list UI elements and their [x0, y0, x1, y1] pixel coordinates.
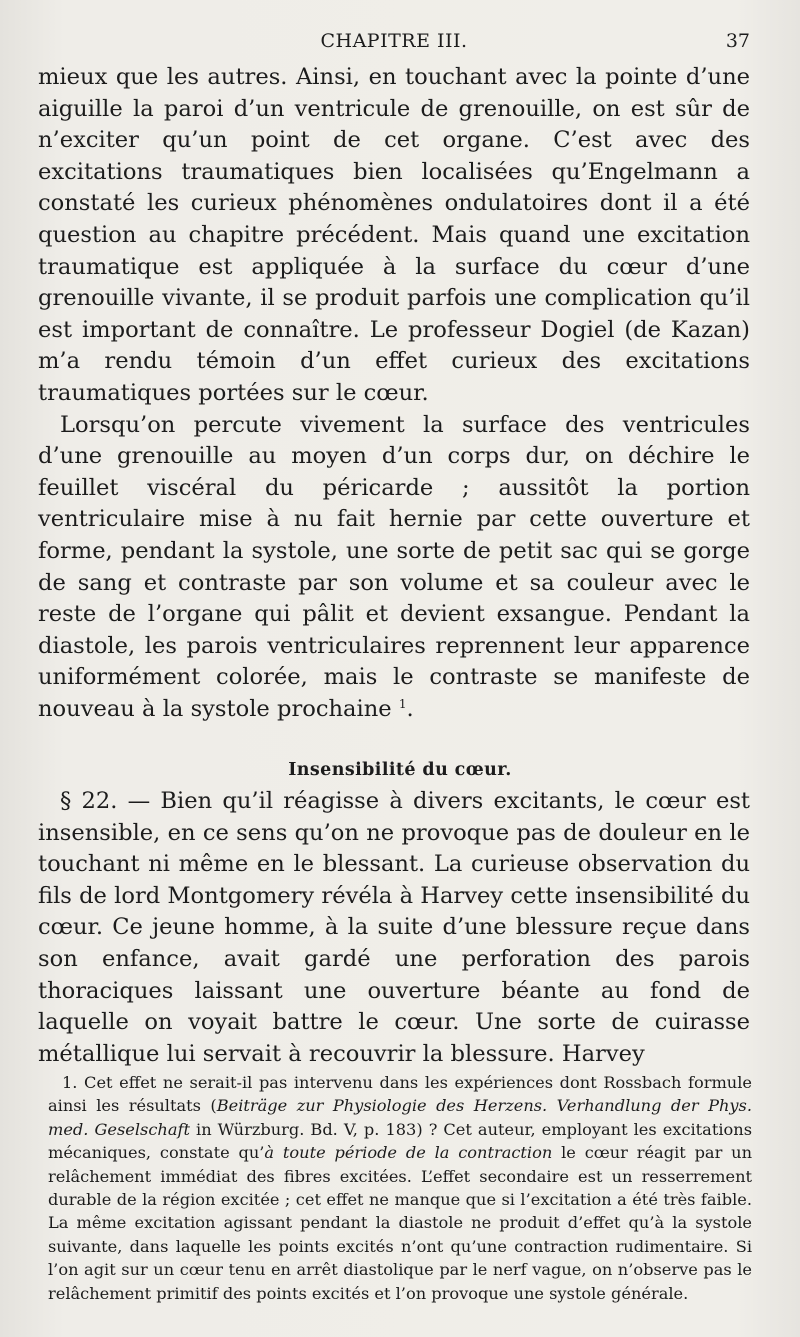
- main-text: [38, 62, 750, 725]
- footnote-text-3: le cœur réagit par un relâchement immédiat des fibres excitées. L’effet secondaire est un resserrement durable de la région excitée ; cet effet ne manque que si l’excitation a été très faible. La même excitation agissant pendant la diastole ne produit d’effet qu’à la systole suivante, dans laquelle les points excités n’ont qu’une contraction rudimentaire. Si l’on agit sur un cœur tenu en arrêt diastolique par le nerf vague, on n’observe pas le relâchement primitif des points excités et l’on provoque une systole générale.: [48, 1143, 752, 1303]
- running-title: CHAPITRE III.: [320, 30, 468, 52]
- section-text: [38, 786, 750, 1070]
- section-heading: Insensibilité du cœur.: [288, 760, 512, 780]
- footnote-text-1: 1. Cet effet ne serait-il pas intervenu dans les expériences dont Rossbach formule ainsi les résultats (: [48, 1073, 752, 1116]
- running-header: [38, 30, 750, 58]
- paragraph-end-punct: .: [406, 695, 414, 722]
- footnote-1: [48, 1071, 752, 1305]
- paragraph-continued: mieux que les autres. Ainsi, en touchant avec la pointe d’une aiguille la paroi d’un ventricule de grenouille, on est sûr de n’exciter qu’un point de cet organe. C’est avec des excitations traumatiques bien localisées qu’Engelmann a constaté les curieux phénomènes ondulatoires dont il a été question au chapitre précédent. Mais quand une excitation traumatique est appliquée à la surface du cœur d’une grenouille vivante, il se produit parfois une complication qu’il est important de connaître. Le professeur Dogiel (de Kazan) m’a rendu témoin d’un effet curieux des excitations traumatiques portées sur le cœur.: [38, 64, 750, 406]
- footnote-emphasis: à toute période de la contraction: [264, 1143, 553, 1163]
- footnote-text-2: in Würzburg. Bd. V, p. 183) ? Cet auteur, employant les excitations mécaniques, constate qu’: [48, 1119, 752, 1163]
- paragraph-22: § 22. — Bien qu’il réagisse à divers excitants, le cœur est insensible, en ce sens qu’on ne provoque pas de douleur en le touchant ni même en le blessant. La curieuse observation du fils de lord Montgomery révéla à Harvey cette insensibilité du cœur. Ce jeune homme, à la suite d’une blessure reçue dans son enfance, avait gardé une perforation des parois thoraciques laissant une ouverture béante au fond de laquelle on voyait battre le cœur. Une sorte de cuirasse métallique lui servait à recouvrir la blessure. Harvey: [38, 788, 750, 1067]
- page-number: 37: [725, 30, 750, 52]
- footnote-reference: 1: [398, 696, 407, 711]
- paragraph-percussion-text: Lorsqu’on percute vivement la surface des ventricules d’une grenouille au moyen d’un corps dur, on déchire le feuillet viscéral du péricarde ; aussitôt la portion ventriculaire mise à nu fait hernie par cette ouverture et forme, pendant la systole, une sorte de petit sac qui se gorge de sang et contraste par son volume et sa couleur avec le reste de l’organe qui pâlit et devient exsangue. Pendant la diastole, les parois ventriculaires reprennent leur apparence uniformément colorée, mais le contraste se manifeste de nouveau à la systole prochaine: [38, 411, 750, 722]
- paragraph-percussion: [38, 410, 750, 726]
- footnote: [48, 1071, 752, 1305]
- footnote-citation: Beiträge zur Physiologie des Herzens. Verhandlung der Phys. med. Geselschaft: [48, 1096, 752, 1139]
